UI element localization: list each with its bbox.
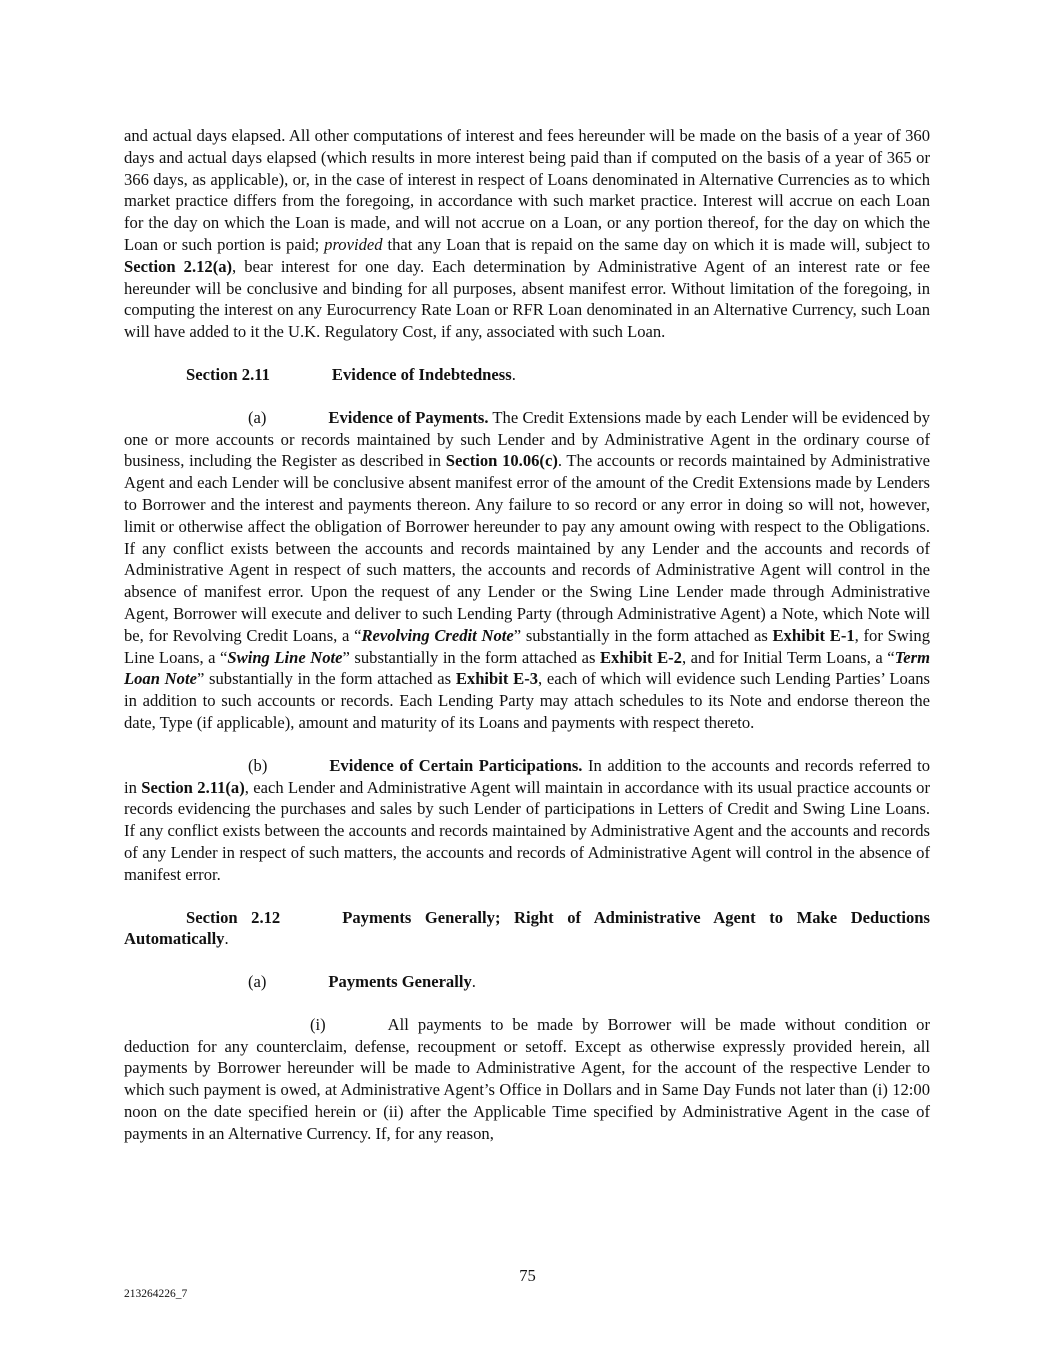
paragraph-label: (i) xyxy=(310,1014,326,1034)
section-reference: Section 10.06(c) xyxy=(445,451,558,471)
section-reference: Section 2.12(a) xyxy=(124,256,233,276)
section-2-12-heading: Section 2.12 Payments Generally; Right of Administrative Agent to Make Deductions Automatically. xyxy=(124,907,930,949)
section-number: Section 2.11 xyxy=(186,364,270,384)
paragraph-heading: Evidence of Certain Participations. xyxy=(329,755,583,775)
document-id: 213264226_7 xyxy=(124,1288,188,1300)
exhibit-reference: Exhibit E-1 xyxy=(772,625,855,645)
paragraph-label: (a) xyxy=(248,407,267,427)
page-number: 75 xyxy=(519,1266,536,1285)
defined-term: Revolving Credit Note xyxy=(361,625,514,645)
defined-term: Term Loan Note xyxy=(124,647,931,689)
paragraph-label: (a) xyxy=(248,972,267,992)
section-number: Section 2.12 xyxy=(186,907,281,927)
section-title: Payments Generally; Right of Administrative Agent to Make Deductions Automatically xyxy=(124,907,930,949)
section-reference: Section 2.11(a) xyxy=(141,777,245,797)
section-2-11-heading: Section 2.11 Evidence of Indebtedness. xyxy=(186,364,516,384)
paragraph-a-evidence-of-payments: (a) Evidence of Payments. The Credit Extensions made by each Lender will be evidenced by one or more accounts or records maintained by such Lender and by Administrative Agent in the ordinary course of business, including the Register as described in Section 10.06(c). The accounts or records maintained by Administrative Agent and each Lender will be conclusive absent manifest error of the amount of the Credit Extensions made by Lenders to Borrower and the interest and payments thereon. Any failure to so record or any error in doing so will not, however, limit or otherwise affect the obligation of Borrower hereunder to pay any amount owing with respect to the Obligations. If any conflict exists between the accounts and records maintained by any Lender and the accounts and records of Administrative Agent in respect of such matters, the accounts and records of Administrative Agent will control in the absence of manifest error. Upon the request of any Lender or the Swing Line Lender made through Administrative Agent, Borrower will execute and deliver to such Lending Party (through Administrative Agent) a Note, which Note will be, for Revolving Credit Loans, a “Revolving Credit Note” substantially in the form attached as Exhibit E-1, for Swing Line Loans, a “Swing Line Note” substantially in the form attached as Exhibit E-2, and for Initial Term Loans, a “Term Loan Note” substantially in the form attached as Exhibit E-3, each of which will evidence such Lending Parties’ Loans in addition to such accounts or records. Each Lending Party may attach schedules to its Note and endorse thereon the date, Type (if applicable), amount and maturity of its Loans and payments with respect thereto. xyxy=(124,407,931,732)
document-body xyxy=(124,125,930,1145)
paragraph-b-evidence-of-certain-participations: (b) Evidence of Certain Participations. In addition to the accounts and records referred to in Section 2.11(a), each Lender and Administrative Agent will maintain in accordance with its usual practice accounts or records evidencing the purchases and sales by such Lender of participations in Letters of Credit and Swing Line Loans. If any conflict exists between the accounts and records maintained by Administrative Agent and the accounts and records of any Lender in respect of such matters, the accounts and records of Administrative Agent will control in the absence of manifest error. xyxy=(124,755,930,884)
paragraph-a-i: (i) All payments to be made by Borrower will be made without condition or deduction for any counterclaim, defense, recoupment or setoff. Except as otherwise expressly provided herein, all payments by Borrower hereunder will be made to Administrative Agent, for the account of the respective Lender to which such payment is owed, at Administrative Agent’s Office in Dollars and in Same Day Funds not later than (i) 12:00 noon on the date specified herein or (ii) after the Applicable Time specified by Administrative Agent in the case of payments in an Alternative Currency. If, for any reason, xyxy=(124,1014,930,1143)
provided-term: provided xyxy=(324,234,383,254)
exhibit-reference: Exhibit E-3 xyxy=(455,669,539,689)
defined-term: Swing Line Note xyxy=(227,647,343,667)
paragraph-label: (b) xyxy=(248,755,268,775)
paragraph-heading: Evidence of Payments. xyxy=(328,407,489,427)
exhibit-reference: Exhibit E-2 xyxy=(599,647,682,667)
paragraph-a-payments-generally: (a) Payments Generally. xyxy=(248,972,476,992)
continuation-paragraph: and actual days elapsed. All other computations of interest and fees hereunder will be made on the basis of a year of 360 days and actual days elapsed (which results in more interest being paid than if computed on the basis of a year of 365 or 366 days, as applicable), or, in the case of interest in respect of Loans denominated in Alternative Currencies as to which market practice differs from the foregoing, in accordance with such market practice. Interest will accrue on each Loan for the day on which the Loan is made, and will not accrue on a Loan, or any portion thereof, for the day on which the Loan or such portion is paid; provided that any Loan that is repaid on the same day on which it is made will, subject to Section 2.12(a), bear interest for one day. Each determination by Administrative Agent of an interest rate or fee hereunder will be conclusive and binding for all purposes, absent manifest error. Without limitation of the foregoing, in computing the interest on any Eurocurrency Rate Loan or RFR Loan denominated in an Alternative Currency, such Loan will have added to it the U.K. Regulatory Cost, if any, associated with such Loan. xyxy=(124,126,930,342)
section-title: Evidence of Indebtedness xyxy=(331,364,512,384)
paragraph-heading: Payments Generally xyxy=(328,972,472,992)
